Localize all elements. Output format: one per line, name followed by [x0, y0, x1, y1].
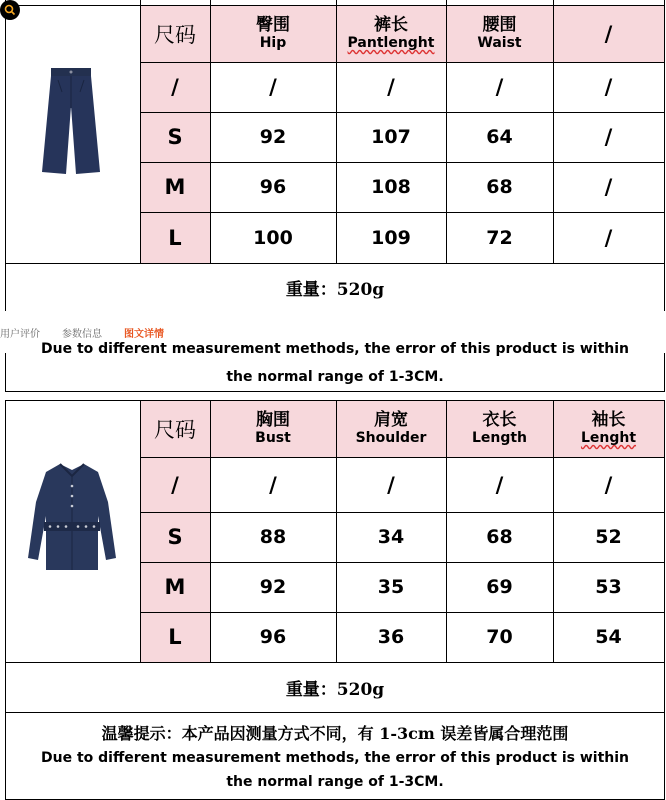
jacket-header-length: [446, 400, 553, 457]
jacket-product-image: [26, 462, 118, 574]
note-en-line1: Due to different measurement methods, the error of this product is within: [40, 750, 630, 766]
jacket-weight: 重量：520g: [285, 679, 385, 700]
value-cell: /: [604, 125, 613, 149]
header-en: Lenght: [580, 430, 637, 447]
pants-header-pantlength: [336, 5, 446, 62]
value-cell: /: [495, 472, 504, 497]
size-cell: M: [164, 575, 186, 599]
search-button[interactable]: [0, 0, 20, 20]
jacket-size-header: 尺码: [154, 417, 196, 442]
header-en: Shoulder: [355, 430, 427, 447]
header-zh: 臀围: [256, 14, 290, 35]
value-cell: 64: [486, 126, 513, 148]
header-en: Waist: [477, 35, 522, 52]
pants-weight: 重量：520g: [285, 279, 385, 300]
value-cell: 107: [371, 126, 411, 148]
header-zh: 腰围: [482, 14, 517, 35]
header-zh: 胸围: [256, 409, 290, 430]
value-cell: 92: [259, 126, 287, 148]
note-en-line2: the normal range of 1-3CM.: [226, 774, 444, 790]
value-cell: /: [604, 75, 613, 99]
size-cell: /: [171, 472, 179, 497]
value-cell: /: [269, 75, 277, 99]
tab-image-details[interactable]: 图文详情: [124, 328, 164, 340]
header-zh: 衣长: [482, 409, 517, 430]
note-en-line1: Due to different measurement methods, the error of this product is within: [40, 341, 630, 357]
value-cell: 52: [595, 526, 622, 548]
pants-header-blank: /: [604, 21, 613, 46]
tab-parameters[interactable]: 参数信息: [62, 328, 102, 340]
tab-user-reviews[interactable]: 用户评价: [0, 328, 40, 340]
value-cell: /: [604, 175, 613, 199]
jacket-header-bust: [210, 400, 336, 457]
value-cell: /: [604, 472, 613, 497]
header-zh: 肩宽: [374, 409, 408, 430]
header-zh: 裤长: [374, 14, 408, 35]
value-cell: 96: [259, 176, 287, 198]
header-en: Pantlenght: [347, 35, 435, 52]
header-en: Length: [471, 430, 528, 447]
value-cell: 92: [259, 576, 287, 598]
value-cell: 108: [371, 176, 411, 198]
pants-header-waist: [446, 5, 553, 62]
value-cell: 34: [377, 526, 405, 548]
value-cell: 109: [371, 226, 411, 249]
value-cell: 36: [377, 626, 405, 648]
pants-product-image: [38, 68, 104, 176]
pants-size-header: 尺码: [154, 22, 196, 47]
size-cell: L: [168, 225, 182, 250]
value-cell: 69: [486, 576, 513, 598]
value-cell: 53: [595, 576, 622, 598]
value-cell: 54: [595, 626, 622, 648]
note-en-line2: the normal range of 1-3CM.: [226, 369, 444, 385]
value-cell: 88: [259, 526, 287, 548]
value-cell: 72: [486, 226, 513, 249]
value-cell: /: [604, 225, 613, 250]
size-cell: S: [167, 125, 183, 149]
value-cell: /: [387, 75, 395, 99]
header-en: Hip: [259, 35, 287, 52]
value-cell: /: [387, 472, 395, 497]
jacket-header-sleeve: [553, 400, 664, 457]
search-icon: [4, 4, 16, 16]
value-cell: 35: [377, 576, 405, 598]
note-zh: 温馨提示：本产品因测量方式不同，有 1-3cm 误差皆属合理范围: [101, 723, 569, 743]
size-cell: M: [164, 175, 186, 199]
value-cell: 70: [486, 626, 513, 648]
pants-header-hip: [210, 5, 336, 62]
value-cell: /: [495, 75, 504, 99]
value-cell: 68: [486, 526, 513, 548]
header-zh: 袖长: [591, 409, 626, 430]
size-cell: S: [167, 525, 183, 549]
value-cell: /: [269, 472, 277, 497]
header-en: Bust: [255, 430, 291, 447]
size-cell: L: [168, 625, 182, 649]
value-cell: 100: [253, 226, 293, 249]
value-cell: 96: [259, 626, 287, 648]
jacket-header-shoulder: [336, 400, 446, 457]
size-cell: /: [171, 75, 179, 99]
value-cell: 68: [486, 176, 513, 198]
